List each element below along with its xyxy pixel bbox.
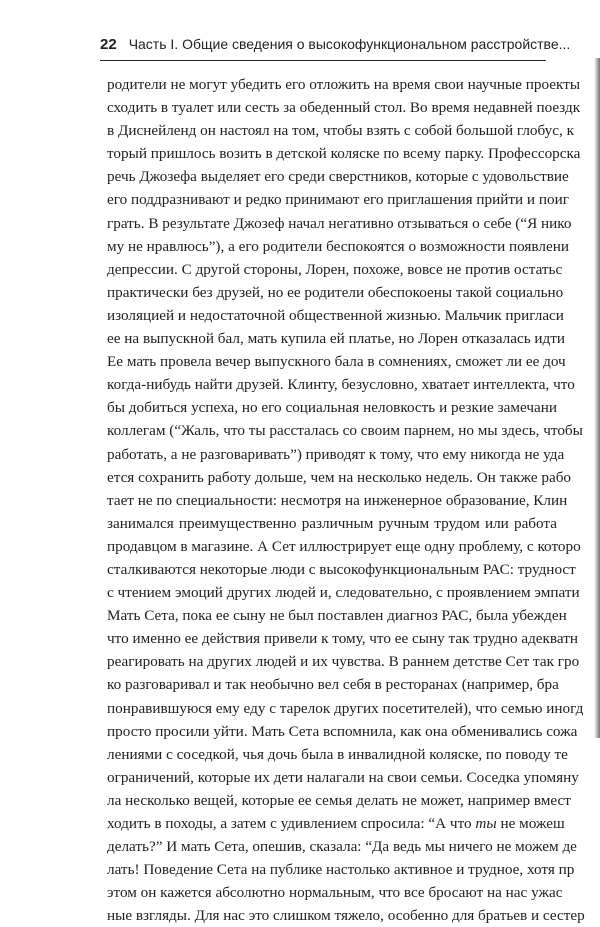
text-line: речь Джозефа выделяет его среди сверстников, которые с удовольствие: [107, 168, 569, 186]
text-line: просто просили уйти. Мать Сета вспомнила, как она обменивались сожа: [107, 722, 578, 740]
running-header: [100, 36, 571, 53]
running-title: Часть I. Общие сведения о высокофункциональном расстройстве...: [128, 36, 571, 52]
text-line: практически без друзей, но ее родители обеспокоены такой социально: [107, 283, 564, 301]
text-line: родители не могут убедить его отложить на время свои научные проекты: [107, 76, 581, 93]
text-line: Мать Сета, пока ее сыну не был поставлен диагноз РАС, была убежден: [107, 607, 567, 625]
text-line: ла несколько вещей, которые ее семья делать не может, например вмест: [107, 791, 571, 809]
text-line: ограничений, которые их дети налагали на свои семьи. Соседка упомяну: [107, 768, 579, 786]
text-line: реагировать на других людей и их чувства. В раннем детстве Сет так гро: [107, 653, 580, 671]
text-line: сталкиваются некоторые люди с высокофункциональным РАС: трудност: [107, 560, 576, 578]
text-line: что именно ее действия привели к тому, что ее сыну так трудно адекватн: [107, 630, 579, 648]
text-line: изоляцией и недостаточной общественной жизнью. Мальчик пригласи: [107, 306, 564, 324]
text-line: ко разговаривал и так необычно вел себя в ресторанах (например, бра: [107, 676, 559, 694]
text-line: продавцом в магазине. А Сет иллюстрирует еще одну проблему, с которо: [107, 537, 581, 555]
text-line: депрессии. С другой стороны, Лорен, похоже, вовсе не против остатьс: [107, 260, 563, 278]
text-segment: ходить в походы, а затем с удивлением спросила: “А что: [107, 815, 476, 832]
text-line: делать?” И мать Сета, опешив, сказала: “Да ведь мы ничего не можем де: [107, 838, 577, 856]
page-edge-shadow: [594, 58, 600, 738]
text-line: его поддразнивают и редко принимают его приглашения прийти и поиг: [107, 191, 569, 209]
text-line: торый пришлось возить в детской коляске по всему парку. Профессорска: [107, 145, 581, 163]
text-line: работать, а не разговаривать”) приводят к тому, что ему никогда не уда: [107, 445, 565, 463]
text-line: Ее мать провела вечер выпускного бала в сомнениях, сможет ли ее доч: [107, 353, 566, 371]
text-line: ется сохранить работу дольше, чем на несколько недель. Он также рабо: [107, 468, 572, 486]
text-line: бы добиться успеха, но его социальная неловкость и резкие замечани: [107, 399, 557, 417]
text-line: коллегам (“Жаль, что ты рассталась со своим парнем, но мы здесь, чтобы: [107, 422, 583, 440]
text-line: ее на выпускной бал, мать купила ей платье, но Лорен отказалась идти: [107, 330, 566, 348]
body-text: [107, 73, 585, 927]
page-number: 22: [100, 36, 117, 53]
text-line: ные взгляды. Для нас это слишком тяжело, особенно для братьев и сестер: [107, 907, 585, 925]
text-line: с чтением эмоций других людей и, следовательно, с проявлением эмпати: [107, 584, 580, 602]
text-line: грать. В результате Джозеф начал негативно отзываться о себе (“Я нико: [107, 214, 572, 232]
text-line: тает не по специальности: несмотря на инженерное образование, Клин: [107, 491, 568, 509]
text-line: понравившуюся ему еду с тарелок других посетителей), что семью иногд: [107, 699, 584, 717]
text-segment: не можеш: [496, 815, 565, 832]
header-rule: [100, 60, 546, 61]
text-line: му не нравлюсь”), а его родители беспокоятся о возможности появлени: [107, 237, 569, 255]
text-line: [107, 812, 565, 835]
text-line: когда-нибудь найти друзей. Клинту, безусловно, хватает интеллекта, что: [107, 376, 575, 394]
text-line: этом он кажется абсолютно нормальным, что все бросают на нас ужас: [107, 884, 563, 902]
italic-emphasis: ты: [475, 815, 497, 832]
text-line: сходить в туалет или сесть за обеденный стол. Во время недавней поездк: [107, 99, 581, 117]
text-line: лениями с соседкой, чья дочь была в инвалидной коляске, по поводу те: [107, 745, 568, 763]
text-line: занимался преимущественно различным ручным трудом или работа: [107, 514, 557, 532]
text-line: в Диснейленд он настоял на том, чтобы взять с собой большой глобус, к: [107, 122, 574, 140]
text-line: лать! Поведение Сета на публике настолько активное и трудное, хотя пр: [107, 861, 575, 879]
